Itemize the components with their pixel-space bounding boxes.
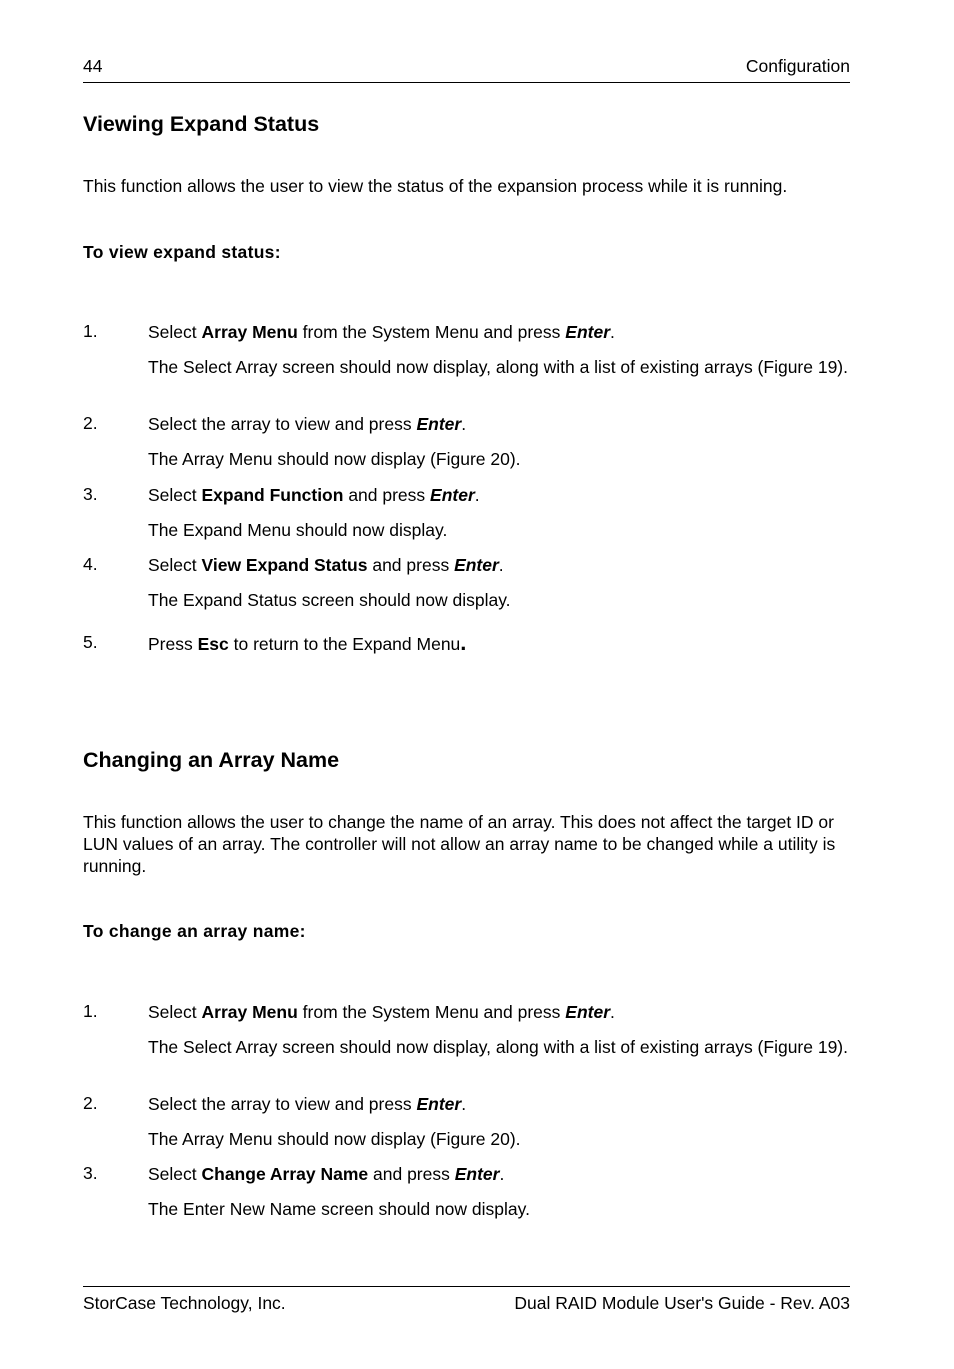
step-note: The Expand Status screen should now display. [148,590,511,610]
footer-doc-title: Dual RAID Module User's Guide - Rev. A03 [514,1293,850,1313]
step-note: The Array Menu should now display (Figure 20). [148,1129,521,1149]
step-number: 3. [83,484,98,504]
page-number: 44 [83,56,103,76]
step-number: 2. [83,413,98,433]
step-instruction: Select the array to view and press Enter. [148,1094,467,1114]
section-title-changing-array-name: Changing an Array Name [83,748,340,772]
procedure-heading: To view expand status: [83,242,281,262]
step-note: The Array Menu should now display (Figure 20). [148,449,521,469]
section-intro: This function allows the user to view the status of the expansion process while it is running. [83,176,788,196]
footer-company: StorCase Technology, Inc. [83,1293,286,1313]
step-note: The Select Array screen should now display, along with a list of existing arrays (Figure 19). [148,357,848,377]
step-instruction: Select Change Array Name and press Enter. [148,1164,505,1184]
step-number: 5. [83,632,98,652]
page-footer [83,1286,850,1313]
section-intro: This function allows the user to change the name of an array. This does not affect the target ID or LUN values of an array. The controller will not allow an array name to be changed while a utility is running. [83,812,836,876]
step-instruction: Select Expand Function and press Enter. [148,485,480,505]
step-number: 2. [83,1093,98,1113]
step-instruction: Select Array Menu from the System Menu and press Enter. [148,1002,615,1022]
step-note: The Enter New Name screen should now display. [148,1199,530,1219]
page-header [83,56,850,83]
step-number: 4. [83,554,98,574]
step-note: The Select Array screen should now display, along with a list of existing arrays (Figure 19). [148,1037,848,1057]
step-instruction: Select Array Menu from the System Menu and press Enter. [148,322,615,342]
procedure-heading: To change an array name: [83,921,306,941]
step-number: 3. [83,1163,98,1183]
step-instruction: Select View Expand Status and press Enter. [148,555,504,575]
step-instruction: Select the array to view and press Enter. [148,414,467,434]
step-number: 1. [83,1001,98,1021]
step-note: The Expand Menu should now display. [148,520,448,540]
step-instruction: Press Esc to return to the Expand Menu. [148,630,467,655]
step-number: 1. [83,321,98,341]
section-title-viewing-expand-status: Viewing Expand Status [83,112,320,136]
section-name: Configuration [745,56,850,76]
